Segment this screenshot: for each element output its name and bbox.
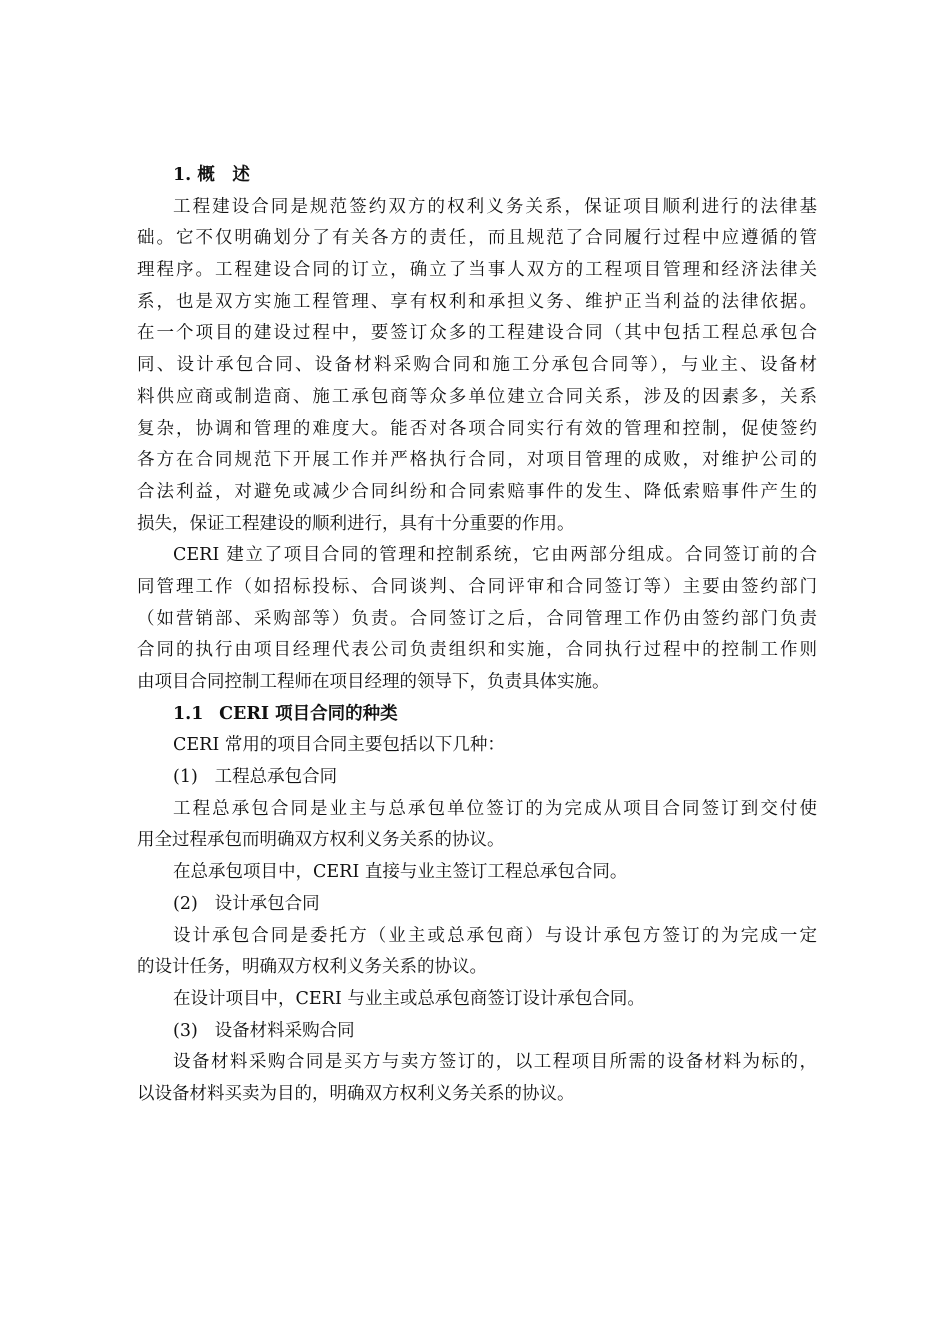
- list-item-heading-3: [137, 1016, 817, 1048]
- paragraph-line: CERI 建立了项目合同的管理和控制系统，它由两部分组成。合同签订前的合: [173, 545, 817, 566]
- paragraph-line: 础。它不仅明确划分了有关各方的责任，而且规范了合同履行过程中应遵循的管: [137, 228, 817, 249]
- paragraph-line: 工程总承包合同是业主与总承包单位签订的为完成从项目合同签订到交付使: [173, 798, 817, 819]
- paragraph-line: （如营销部、采购部等）负责。合同签订之后，合同管理工作仍由签约部门负责: [137, 608, 817, 629]
- list-item-heading-2: [137, 889, 817, 921]
- paragraph-ceri-system: [137, 540, 817, 698]
- paragraph-line: 的设计任务，明确双方权利义务关系的协议。: [137, 957, 487, 978]
- paragraph-line: 复杂，协调和管理的难度大。能否对各项合同实行有效的管理和控制，促使签约: [137, 418, 817, 439]
- paragraph-line: 合法利益，对避免或减少合同纠纷和合同索赔事件的发生、降低索赔事件产生的: [137, 481, 817, 502]
- paragraph-line: 同管理工作（如招标投标、合同谈判、合同评审和合同签订等）主要由签约部门: [137, 576, 817, 597]
- paragraph-line: 料供应商或制造商、施工承包商等众多单位建立合同关系，涉及的因素多，关系: [137, 386, 817, 407]
- section-title: CERI 项目合同的种类: [219, 703, 398, 724]
- section-heading-1: [137, 160, 817, 192]
- paragraph-line: 设计承包合同是委托方（业主或总承包商）与设计承包方签订的为完成一定: [173, 925, 817, 946]
- paragraph-line: 合同的执行由项目经理代表公司负责组织和实施，合同执行过程中的控制工作则: [137, 640, 817, 661]
- paragraph-line: 理程序。工程建设合同的订立，确立了当事人双方的工程项目管理和经济法律关: [137, 260, 817, 281]
- paragraph-line: 由项目合同控制工程师在项目经理的领导下，负责具体实施。: [137, 672, 610, 692]
- paragraph-line: 损失，保证工程建设的顺利进行，具有十分重要的作用。: [137, 513, 575, 534]
- paragraph-line: 在设计项目中，CERI 与业主或总承包商签订设计承包合同。: [173, 988, 645, 1009]
- list-item-title: 工程总承包合同: [214, 767, 338, 788]
- section-title: 概 述: [197, 165, 250, 185]
- paragraph-line: 工程建设合同是规范签约双方的权利义务关系，保证项目顺利进行的法律基: [173, 196, 817, 217]
- section-number: 1.1: [173, 703, 204, 724]
- list-item-title: 设计承包合同: [214, 893, 320, 914]
- paragraph-line: 系，也是双方实施工程管理、享有权利和承担义务、维护正当利益的法律依据。: [137, 291, 817, 312]
- section-heading-1-1: [137, 699, 817, 731]
- section-intro: CERI 常用的项目合同主要包括以下几种：: [173, 735, 505, 756]
- list-item-title: 设备材料采购合同: [214, 1020, 355, 1041]
- list-item-heading-1: [137, 762, 817, 794]
- section-number: 1.: [173, 165, 192, 185]
- paragraph-line: 设备材料采购合同是买方与卖方签订的，以工程项目所需的设备材料为标的，: [173, 1052, 817, 1073]
- paragraph-line: 同、设计承包合同、设备材料采购合同和施工分承包合同等），与业主、设备材: [137, 355, 817, 376]
- paragraph-line: 在总承包项目中，CERI 直接与业主签订工程总承包合同。: [173, 862, 628, 883]
- list-item-number: (3): [173, 1020, 198, 1041]
- paragraph-line: 以设备材料买卖为目的，明确双方权利义务关系的协议。: [137, 1083, 575, 1104]
- paragraph-line: 在一个项目的建设过程中，要签订众多的工程建设合同（其中包括工程总承包合: [137, 323, 817, 344]
- paragraph-line: 用全过程承包而明确双方权利义务关系的协议。: [137, 830, 505, 851]
- list-item-number: (2): [173, 893, 198, 914]
- paragraph-line: 各方在合同规范下开展工作并严格执行合同，对项目管理的成败，对维护公司的: [137, 450, 817, 471]
- list-item-number: (1): [173, 767, 198, 788]
- paragraph-overview: [137, 192, 817, 541]
- document-page: [137, 160, 817, 1111]
